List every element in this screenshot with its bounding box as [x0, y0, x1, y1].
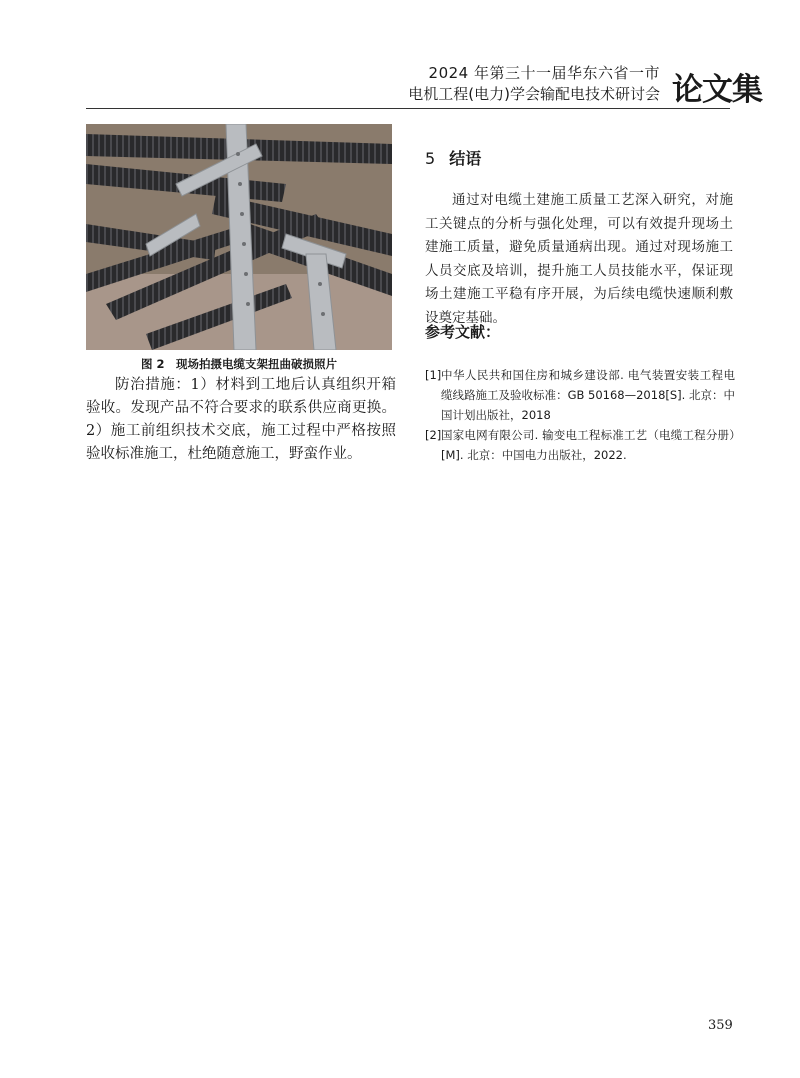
header-divider [86, 108, 730, 109]
conclusion-paragraph: 通过对电缆土建施工质量工艺深入研究，对施工关键点的分析与强化处理，可以有效提升现场土建施工质量，避免质量通病出现。通过对现场施工人员交底及培训，提升施工人员技能水平，保证现场土建施工平稳有序开展，为后续电缆快速顺利敷设奠定基础。 [425, 192, 733, 326]
header-conference-title: 2024 年第三十一届华东六省一市 [428, 64, 660, 82]
references-heading: 参考文献： [425, 323, 501, 341]
header-conference-subtitle: 电机工程(电力)学会输配电技术研讨会 [408, 85, 660, 103]
prevention-measures-paragraph: 防治措施：1）材料到工地后认真组织开箱验收。发现产品不符合要求的联系供应商更换。2）施工前组织技术交底，施工过程中严格按照验收标准施工，杜绝随意施工，野蛮作业。 [86, 377, 396, 462]
reference-item [425, 365, 735, 425]
left-column-text [86, 374, 396, 466]
references-list [425, 365, 735, 465]
section-title: 结语 [449, 149, 482, 168]
figure-photo-cable-bracket [86, 124, 392, 350]
page-number: 359 [708, 1018, 733, 1033]
reference-number: [2] [425, 428, 442, 442]
section-heading-conclusion [425, 146, 481, 169]
reference-item [425, 425, 735, 465]
section-number: 5 [425, 149, 436, 168]
reference-text: 国家电网有限公司. 输变电工程标准工艺（电缆工程分册）[M]. 北京：中国电力出版社，2022. [441, 428, 735, 462]
reference-number: [1] [425, 368, 442, 382]
figure-caption: 图 2 现场拍摄电缆支架扭曲破损照片 [140, 357, 337, 371]
reference-text: 中华人民共和国住房和城乡建设部. 电气装置安装工程电缆线路施工及验收标准：GB 50168—2018[S]. 北京：中国计划出版社，2018 [441, 368, 735, 422]
conclusion-text [425, 189, 733, 330]
header-collection-label: 论文集 [672, 72, 762, 108]
